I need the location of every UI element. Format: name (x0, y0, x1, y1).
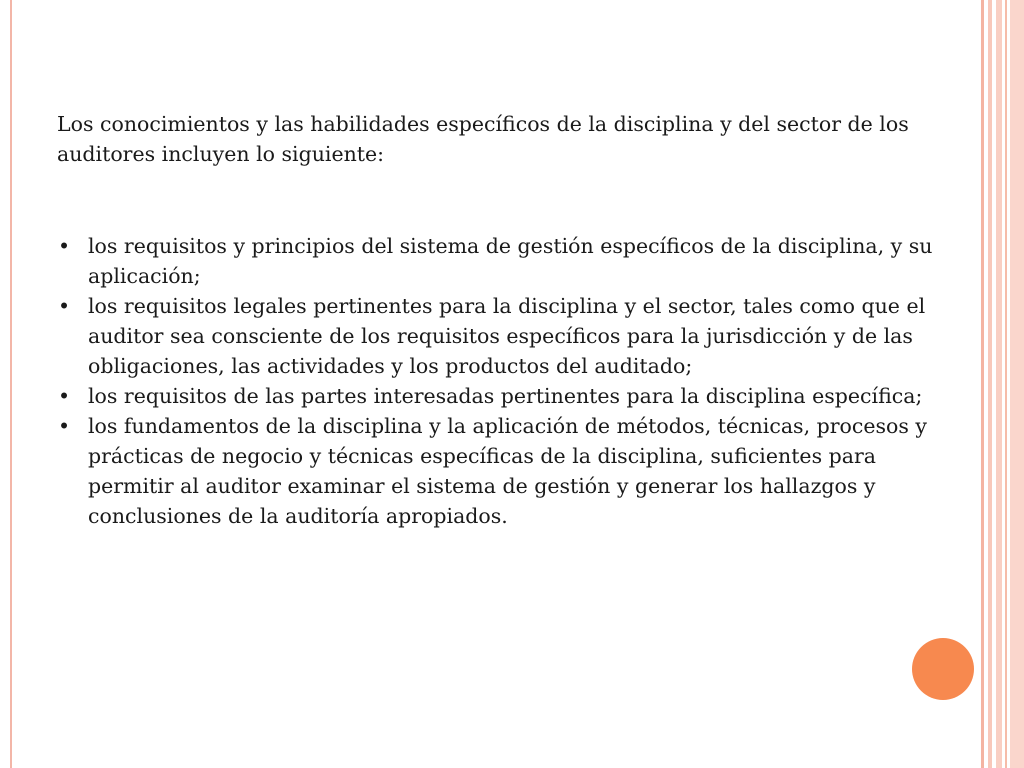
bullet-item (57, 291, 962, 381)
bullet-text: los requisitos legales pertinentes para la disciplina y el sector, tales como que el auditor sea consciente de los requisitos específicos para la jurisdicción y de las obligaciones, las actividades y los productos del auditado; (88, 294, 926, 378)
bullet-item (57, 411, 962, 531)
decorative-stripe (988, 0, 992, 768)
bullet-dot-icon: • (58, 294, 71, 318)
bullet-dot-icon: • (58, 234, 71, 258)
bullet-text: los fundamentos de la disciplina y la aplicación de métodos, técnicas, procesos y prácticas de negocio y técnicas específicas de la disciplina, suficientes para permitir al auditor examinar el sistema de gestión y generar los hallazgos y conclusiones de la auditoría apropiados. (88, 414, 927, 528)
accent-circle-icon (912, 638, 974, 700)
bullet-text: los requisitos de las partes interesadas pertinentes para la disciplina específica; (88, 384, 923, 408)
decorative-stripe (1010, 0, 1024, 768)
left-border-line (10, 0, 12, 768)
intro-paragraph: Los conocimientos y las habilidades específicos de la disciplina y del sector de los auditores incluyen lo siguiente: (57, 112, 909, 166)
bullet-text: los requisitos y principios del sistema de gestión específicos de la disciplina, y su aplicación; (88, 234, 933, 288)
bullet-item (57, 231, 962, 291)
decorative-stripe (996, 0, 1002, 768)
bullet-dot-icon: • (58, 414, 71, 438)
bullet-list (57, 231, 962, 531)
bullet-dot-icon: • (58, 384, 71, 408)
decorative-stripe (981, 0, 984, 768)
bullet-item (57, 381, 962, 411)
decorative-stripe (1005, 0, 1007, 768)
slide-body (57, 109, 962, 531)
